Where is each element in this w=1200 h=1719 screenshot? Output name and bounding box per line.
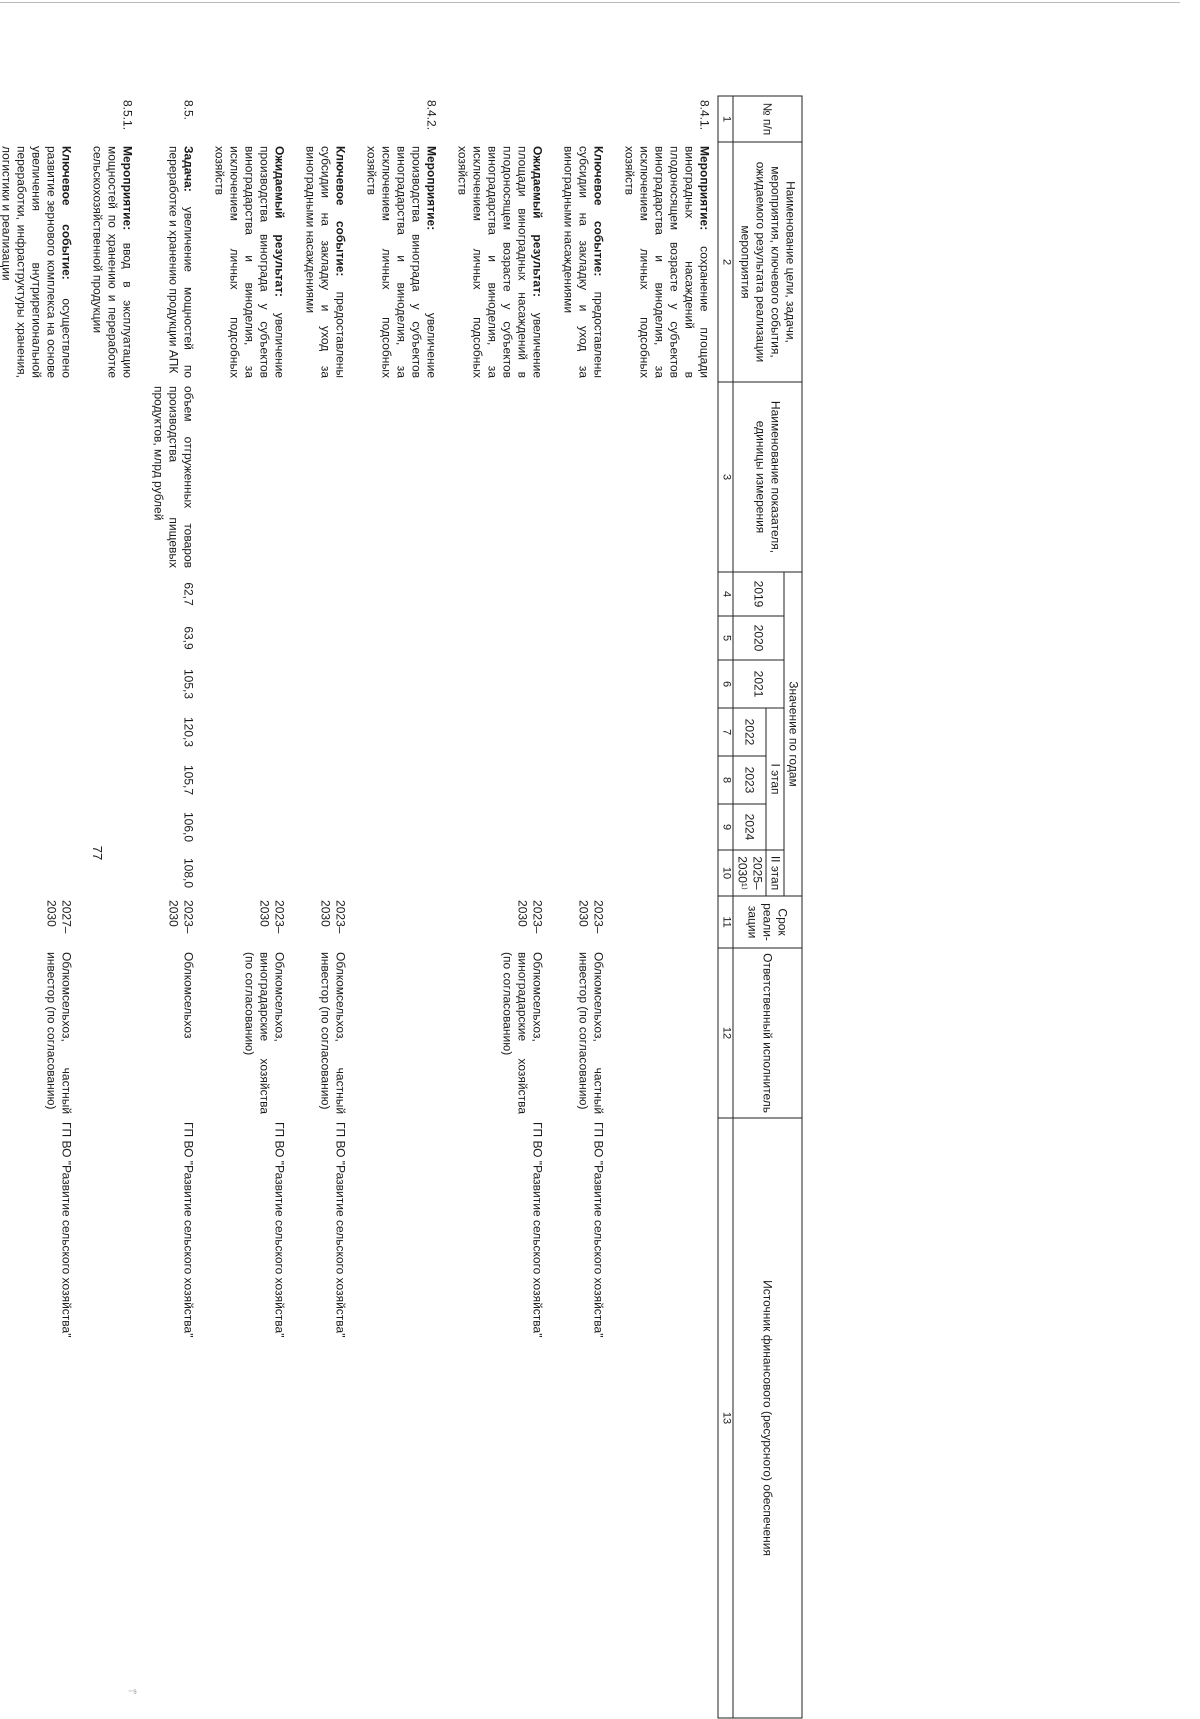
value-2022 xyxy=(0,708,80,756)
row-name xyxy=(445,142,551,382)
row-name xyxy=(612,142,719,382)
value-2023 xyxy=(551,756,612,804)
header-2023: 2023 xyxy=(733,756,766,804)
row-text: сохранение площади виноградных насаждений в плодоносящем возрасте у субъектов виноградарства и виноделия, за исключением личных подсобных хозяйств xyxy=(622,146,712,378)
row-term xyxy=(354,896,445,948)
row-kind: Ключевое событие: xyxy=(591,146,606,277)
col-number: 3 xyxy=(718,382,733,572)
value-2021 xyxy=(612,660,719,708)
header-values-by-year: Значение по годам xyxy=(784,572,802,896)
value-2024 xyxy=(202,804,293,850)
row-kind: Мероприятие: xyxy=(697,146,712,231)
row-name xyxy=(551,142,612,382)
value-2024 xyxy=(293,804,354,850)
value-2025 xyxy=(293,850,354,896)
table-row xyxy=(551,96,612,1718)
row-term: 2027– 2030 xyxy=(44,900,74,934)
row-kind: Задача: xyxy=(181,146,196,192)
value-2023 xyxy=(202,756,293,804)
col-number: 10 xyxy=(718,850,733,896)
row-term: 2023– 2030 xyxy=(166,900,196,934)
row-term: 2023– 2030 xyxy=(257,900,287,934)
row-source: ГП ВО "Развитие сельского хозяйства" xyxy=(333,1122,348,1338)
row-kind: Ключевое событие: xyxy=(59,146,74,280)
value-2025 xyxy=(0,850,80,896)
value-2020 xyxy=(354,616,445,660)
header-stage1: I этап xyxy=(766,708,784,850)
header-term: Срок реали- зации xyxy=(733,896,802,948)
value-2020 xyxy=(293,616,354,660)
value-2019 xyxy=(202,572,293,616)
value-2024 xyxy=(354,804,445,850)
value-2022 xyxy=(612,708,719,756)
header-2024: 2024 xyxy=(733,804,766,850)
value-2023 xyxy=(80,756,141,804)
value-2021 xyxy=(445,660,551,708)
value-2025 xyxy=(202,850,293,896)
value-2019 xyxy=(354,572,445,616)
table-row xyxy=(202,96,293,1718)
row-source xyxy=(354,1118,445,1718)
row-source: ГП ВО "Развитие сельского хозяйства" xyxy=(272,1122,287,1338)
header-2019: 2019 xyxy=(733,572,784,616)
row-indicator xyxy=(354,382,445,572)
row-number xyxy=(0,96,80,142)
header-stage2: II этап xyxy=(766,850,784,896)
row-number: 8.4.2. xyxy=(424,100,439,131)
row-responsible xyxy=(612,948,719,1118)
header-2022: 2022 xyxy=(733,708,766,756)
row-number xyxy=(293,96,354,142)
row-indicator xyxy=(80,382,141,572)
row-term: 2023– 2030 xyxy=(515,900,545,934)
value-2025 xyxy=(445,850,551,896)
col-number: 1 xyxy=(718,96,733,142)
value-2024 xyxy=(551,804,612,850)
value-2023 xyxy=(354,756,445,804)
row-responsible: Облкомсельхоз xyxy=(181,952,196,1039)
value-2019 xyxy=(293,572,354,616)
row-name xyxy=(202,142,293,382)
program-activities-table xyxy=(0,96,803,1719)
value-2023: 105,7 xyxy=(181,764,196,796)
value-2019: 62,7 xyxy=(181,582,196,606)
table-row xyxy=(612,96,719,1718)
row-source: ГП ВО "Развитие сельского хозяйства" xyxy=(591,1122,606,1338)
value-2023 xyxy=(445,756,551,804)
row-indicator xyxy=(612,382,719,572)
table-row xyxy=(354,96,445,1718)
row-number xyxy=(445,96,551,142)
header-num: № п/п xyxy=(733,96,802,142)
row-text: увеличение производства винограда у субъектов виноградарства и виноделия, за исключением личных подсобных хозяйств xyxy=(212,146,287,378)
row-name xyxy=(0,142,80,382)
col-number: 13 xyxy=(718,1118,733,1718)
header-source: Источник финансового (ресурсного) обеспечения xyxy=(733,1118,802,1718)
header-2025-2030: 2025– 2030¹⁾ xyxy=(733,850,766,896)
value-2024 xyxy=(612,804,719,850)
row-indicator xyxy=(293,382,354,572)
row-indicator xyxy=(0,382,80,572)
row-source: ГП ВО "Развитие сельского хозяйства" xyxy=(59,1122,74,1338)
row-text: осуществлено развитие зернового комплекса на основе увеличения внутрирегиональной переработки, инфраструктуры хранения, логистики и реализации xyxy=(0,146,74,378)
row-responsible: Облкомсельхоз, виноградарские хозяйства (по согласованию) xyxy=(242,952,287,1115)
value-2022 xyxy=(202,708,293,756)
value-2022 xyxy=(354,708,445,756)
row-text: увеличение мощностей по переработке и хранению продукции АПК xyxy=(166,146,196,378)
value-2021 xyxy=(354,660,445,708)
value-2022 xyxy=(445,708,551,756)
value-2019 xyxy=(445,572,551,616)
row-kind: Ожидаемый результат: xyxy=(530,146,545,297)
header-2021: 2021 xyxy=(733,660,784,708)
row-kind: Ключевое событие: xyxy=(333,146,348,277)
row-name xyxy=(80,142,141,382)
header-name: Наименование цели, задачи, мероприятия, ключевого события, ожидаемого результата реализации мероприятия xyxy=(733,142,802,382)
row-responsible: Облкомсельхоз, частный инвестор (по согласованию) xyxy=(576,952,606,1115)
value-2024 xyxy=(0,804,80,850)
value-2021 xyxy=(0,660,80,708)
row-responsible xyxy=(80,948,141,1118)
value-2020 xyxy=(612,616,719,660)
value-2025 xyxy=(612,850,719,896)
row-kind: Ожидаемый результат: xyxy=(272,146,287,297)
row-text: предоставлены субсидии на закладку и уход за виноградными насаждениями xyxy=(561,146,606,378)
row-number: 8.5. xyxy=(181,100,196,121)
value-2020 xyxy=(0,616,80,660)
table-row xyxy=(141,96,202,1718)
value-2025 xyxy=(551,850,612,896)
row-indicator xyxy=(202,382,293,572)
row-term: 2023– 2030 xyxy=(576,900,606,934)
row-indicator xyxy=(445,382,551,572)
table-row xyxy=(80,96,141,1718)
value-2020: 63,9 xyxy=(181,626,196,650)
row-text: предоставлены субсидии на закладку и уход за виноградными насаждениями xyxy=(303,146,348,378)
value-2022 xyxy=(293,708,354,756)
row-text: увеличение площади виноградных насаждений в плодоносящем возрасте у субъектов виноградарства и виноделия, за исключением личных подсобных хозяйств xyxy=(455,146,545,378)
value-2022 xyxy=(80,708,141,756)
row-source xyxy=(612,1118,719,1718)
value-2020 xyxy=(445,616,551,660)
value-2020 xyxy=(551,616,612,660)
col-number: 11 xyxy=(718,896,733,948)
header-2020: 2020 xyxy=(733,616,784,660)
col-number: 12 xyxy=(718,948,733,1118)
value-2023 xyxy=(293,756,354,804)
column-number-row xyxy=(718,96,733,1718)
row-term: 2023– 2030 xyxy=(318,900,348,934)
table-row xyxy=(293,96,354,1718)
value-2020 xyxy=(80,616,141,660)
row-responsible: Облкомсельхоз, частный инвестор (по согласованию) xyxy=(44,952,74,1115)
value-2024: 106,0 xyxy=(181,811,196,843)
col-number: 2 xyxy=(718,142,733,382)
row-responsible: Облкомсельхоз, виноградарские хозяйства (по согласованию) xyxy=(500,952,545,1115)
header-indicator: Наименование показателя, единицы измерения xyxy=(733,382,802,572)
row-name xyxy=(141,142,202,382)
value-2021 xyxy=(293,660,354,708)
row-term xyxy=(612,896,719,948)
table-row xyxy=(0,96,80,1718)
value-2025 xyxy=(80,850,141,896)
row-responsible: Облкомсельхоз, частный инвестор (по согласованию) xyxy=(318,952,348,1115)
value-2023 xyxy=(0,756,80,804)
row-responsible xyxy=(354,948,445,1118)
row-kind: Мероприятие: xyxy=(424,146,439,231)
row-number xyxy=(202,96,293,142)
value-2022 xyxy=(551,708,612,756)
col-number: 9 xyxy=(718,804,733,850)
scan-top-edge xyxy=(0,2,1180,3)
row-source: ГП ВО "Развитие сельского хозяйства" xyxy=(181,1122,196,1338)
value-2024 xyxy=(445,804,551,850)
header-responsible: Ответственный исполнитель xyxy=(733,948,802,1118)
row-text: увеличение производства винограда у субъектов виноградарства и виноделия, за исключением личных подсобных хозяйств xyxy=(364,146,439,378)
row-source xyxy=(80,1118,141,1718)
row-name xyxy=(293,142,354,382)
value-2019 xyxy=(0,572,80,616)
value-2019 xyxy=(612,572,719,616)
rotated-table-sheet xyxy=(0,96,803,1718)
row-indicator xyxy=(551,382,612,572)
row-term xyxy=(80,896,141,948)
value-2021: 105,3 xyxy=(181,668,196,700)
value-2025: 108,0 xyxy=(181,858,196,889)
col-number: 6 xyxy=(718,660,733,708)
row-indicator: объем отгруженных товаров производства пищевых продуктов, млрд рублей xyxy=(151,386,196,568)
row-number: 8.5.1. xyxy=(120,100,135,131)
value-2021 xyxy=(551,660,612,708)
value-2024 xyxy=(80,804,141,850)
value-2020 xyxy=(202,616,293,660)
row-number xyxy=(551,96,612,142)
value-2021 xyxy=(202,660,293,708)
page-number: 77 xyxy=(90,845,105,861)
value-2022: 120,3 xyxy=(181,716,196,748)
scan-mark: ⁻ˢ xyxy=(128,1688,137,1699)
row-text: ввод в эксплуатацию мощностей по хранению и переработке сельскохозяйственной продукции xyxy=(90,146,135,378)
row-name xyxy=(354,142,445,382)
value-2019 xyxy=(80,572,141,616)
row-kind: Мероприятие: xyxy=(120,146,135,231)
value-2023 xyxy=(612,756,719,804)
row-number: 8.4.1. xyxy=(697,100,712,131)
col-number: 8 xyxy=(718,756,733,804)
col-number: 5 xyxy=(718,616,733,660)
col-number: 7 xyxy=(718,708,733,756)
value-2025 xyxy=(354,850,445,896)
col-number: 4 xyxy=(718,572,733,616)
value-2021 xyxy=(80,660,141,708)
value-2019 xyxy=(551,572,612,616)
table-row xyxy=(445,96,551,1718)
row-source: ГП ВО "Развитие сельского хозяйства" xyxy=(530,1122,545,1338)
table-body xyxy=(0,96,718,1718)
